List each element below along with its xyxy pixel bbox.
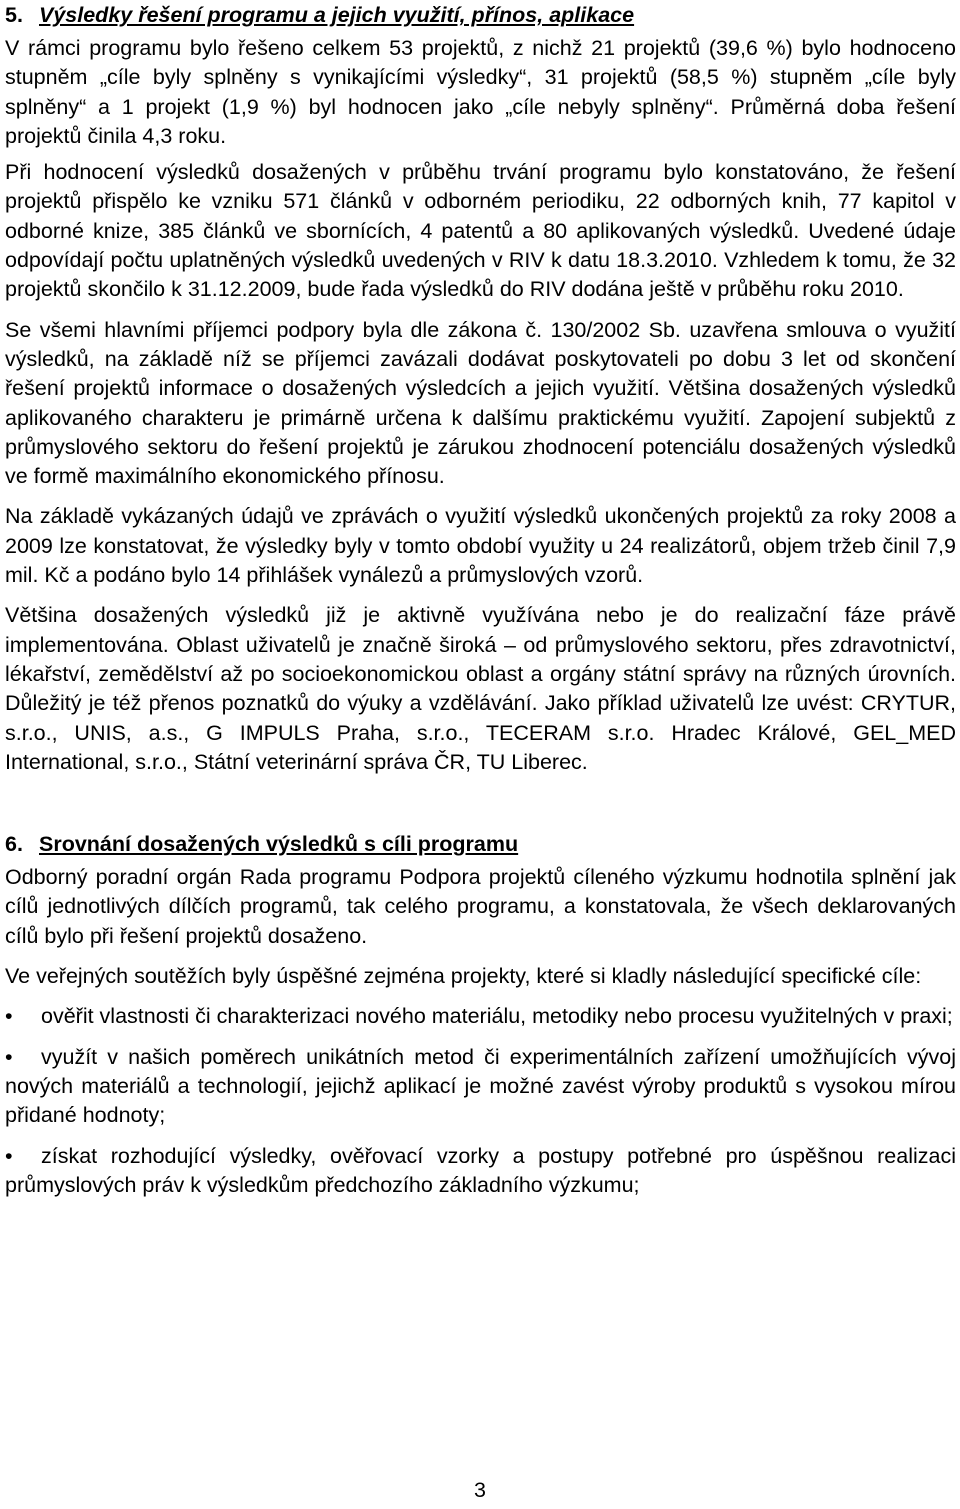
section-6-paragraph-2: Ve veřejných soutěžích byly úspěšné zejména projekty, které si kladly následující specifické cíle: [5, 964, 922, 989]
bullet-item [5, 1002, 956, 1031]
section-6-paragraph-1: Odborný poradní orgán Rada programu Podpora projektů cíleného výzkumu hodnotila splnění jak cílů jednotlivých dílčích programů, tak celého programu, a konstatovala, že všech deklarovaných cílů bylo při řešení projektů dosaženo. [5, 865, 956, 948]
section-5-paragraph-1: V rámci programu bylo řešeno celkem 53 projektů, z nichž 21 projektů (39,6 %) bylo hodnoceno stupněm „cíle byly splněny s vynikajícími výsledky“, 31 projektů (58,5 %) stupněm „cíle byly splněny“ a 1 projekt (1,9 %) byl hodnocen jako „cíle nebyly splněny“. Průměrná doba řešení projektů činila 4,3 roku. [5, 36, 956, 148]
bullet-item [5, 1043, 956, 1131]
bullet-text: ověřit vlastnosti či charakterizaci nového materiálu, metodiky nebo procesu využitelných v praxi; [41, 1004, 953, 1029]
section-5-paragraph-4: Na základě vykázaných údajů ve zprávách o využití výsledků ukončených projektů za roky 2008 a 2009 lze konstatovat, že výsledky byly v tomto období využity u 24 realizátorů, objem tržeb činil 7,9 mil. Kč a podáno bylo 14 přihlášek vynálezů a průmyslových vzorů. [5, 504, 956, 588]
bullet-marker: • [5, 1143, 13, 1168]
section-5-paragraph-5: Většina dosažených výsledků již je aktivně využívána nebo je do realizační fáze právě implementována. Oblast uživatelů je značně široká – od průmyslového sektoru, přes zdravotnictví, lékařství, zemědělství až po socioekonomickou oblast a orgány státní správy na různých úrovních. Důležitý je též přenos poznatků do výuky a vzdělávání. Jako příklad uživatelů lze uvést: CRYTUR, s.r.o., UNIS, a.s., G IMPULS Praha, s.r.o., TECERAM s.r.o. Hradec Králové, GEL_MED International, s.r.o., Státní veterinární správa ČR, TU Liberec. [5, 603, 956, 774]
bullet-item [5, 1142, 956, 1201]
bullet-text: získat rozhodující výsledky, ověřovací vzorky a postupy potřebné pro úspěšnou realizaci průmyslových práv k výsledkům předchozího základního výzkumu; [5, 1143, 956, 1197]
bullet-marker: • [5, 1044, 13, 1069]
section-6-number: 6. [5, 832, 23, 857]
section-5-paragraph-2: Při hodnocení výsledků dosažených v průběhu trvání programu bylo konstatováno, že řešení projektů přispělo ke vzniku 571 článků v odborném periodiku, 22 odborných knih, 77 kapitol v odborné knize, 385 článků ve sbornících, 4 patentů a 80 aplikovaných výsledků. Uvedené údaje odpovídají počtu uplatněných výsledků uvedených v RIV k datu 18.3.2010. Vzhledem k tomu, že 32 projektů skončilo k 31.12.2009, bude řada výsledků do RIV dodána ještě v průběhu roku 2010. [5, 160, 956, 302]
section-5-title: Výsledky řešení programu a jejich využití, přínos, aplikace [39, 3, 635, 27]
section-5-heading [5, 1, 956, 30]
section-5-paragraph-3: Se všemi hlavními příjemci podpory byla dle zákona č. 130/2002 Sb. uzavřena smlouva o využití výsledků, na základě níž se příjemci zavázali dodávat poskytovateli po dobu 3 let od skončení řešení projektů informace o dosažených výsledcích a jejich využití. Většina dosažených výsledků aplikovaného charakteru je primárně určena k dalšímu praktickému využití. Zapojení subjektů z průmyslového sektoru do řešení projektů je zárukou zhodnocení potenciálu dosažených výsledků ve formě maximálního ekonomického přínosu. [5, 317, 956, 489]
bullet-marker: • [5, 1004, 13, 1029]
section-5-number: 5. [5, 3, 23, 27]
section-spacer [5, 788, 956, 830]
page-number: 3 [474, 1478, 486, 1502]
section-6-heading [5, 830, 956, 859]
section-6-title: Srovnání dosažených výsledků s cíli programu [39, 832, 519, 857]
document-page [5, 0, 956, 1211]
bullet-text: využít v našich poměrech unikátních metod či experimentálních zařízení umožňujících vývoj nových materiálů a technologií, jejichž aplikací je možné zavést výroby produktů s vysokou mírou přidané hodnoty; [5, 1044, 956, 1128]
